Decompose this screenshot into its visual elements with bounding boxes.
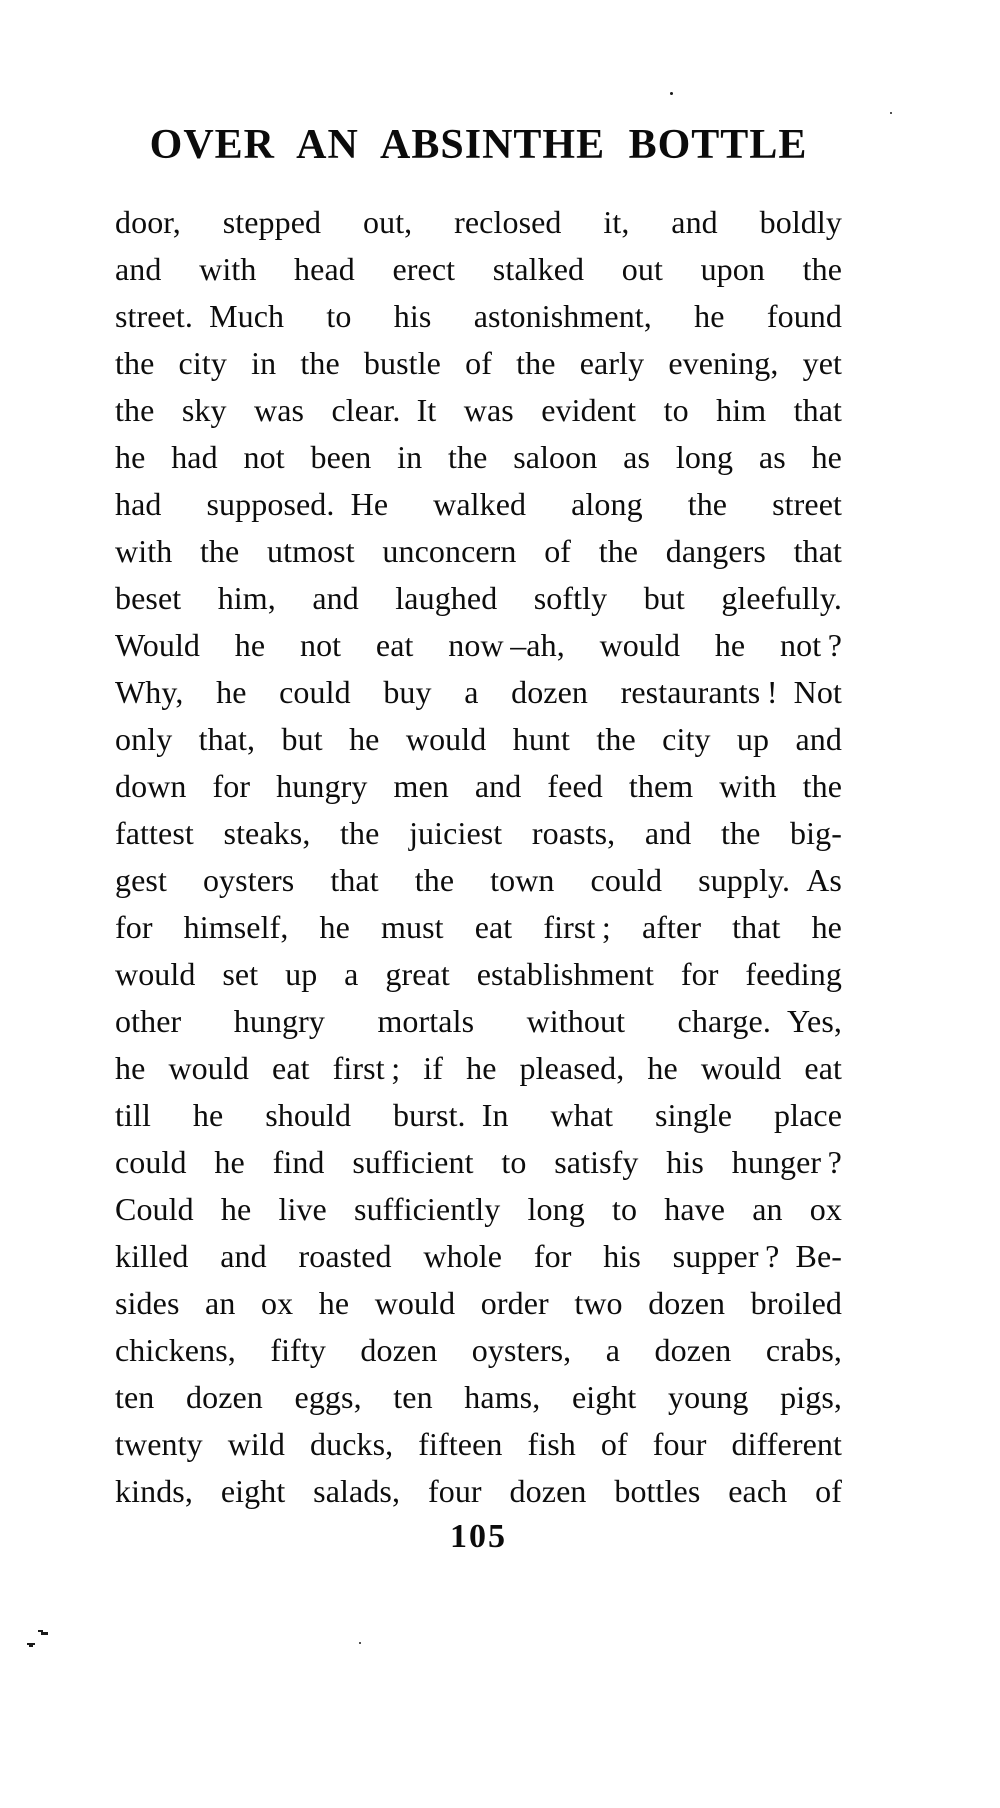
chapter-title: OVER AN ABSINTHE BOTTLE bbox=[149, 122, 808, 168]
body-text-line: Could he live sufficiently long to have an ox bbox=[115, 1191, 842, 1227]
body-text-line: twenty wild ducks, fifteen fish of four different bbox=[115, 1426, 842, 1462]
body-text-line: for himself, he must eat first ; after that he bbox=[115, 909, 842, 945]
body-text-line: chickens, fifty dozen oysters, a dozen crabs, bbox=[115, 1332, 842, 1368]
body-text-line: other hungry mortals without charge. Yes, bbox=[115, 1003, 842, 1039]
body-text-line: had supposed. He walked along the street bbox=[115, 486, 842, 522]
body-text-line: ten dozen eggs, ten hams, eight young pigs, bbox=[115, 1379, 842, 1415]
body-text-line: fattest steaks, the juiciest roasts, and the big- bbox=[115, 815, 842, 851]
body-text-line: beset him, and laughed softly but gleefully. bbox=[115, 580, 842, 616]
scan-speck bbox=[41, 1632, 48, 1635]
page-number: 105 bbox=[450, 1518, 507, 1555]
scan-speck bbox=[29, 1645, 33, 1647]
body-text bbox=[115, 199, 842, 1515]
body-text-line: the sky was clear. It was evident to him that bbox=[115, 392, 842, 428]
body-text-line: till he should burst. In what single place bbox=[115, 1097, 842, 1133]
body-text-line: he had not been in the saloon as long as he bbox=[115, 439, 842, 475]
body-text-line: killed and roasted whole for his supper ? Be- bbox=[115, 1238, 842, 1274]
scan-speck bbox=[359, 1642, 361, 1644]
body-text-line: and with head erect stalked out upon the bbox=[115, 251, 842, 287]
body-text-line: Why, he could buy a dozen restaurants ! Not bbox=[115, 674, 842, 710]
body-text-line: down for hungry men and feed them with the bbox=[115, 768, 842, 804]
body-text-line: could he find sufficient to satisfy his hunger ? bbox=[115, 1144, 842, 1180]
body-text-line: would set up a great establishment for feeding bbox=[115, 956, 842, 992]
scan-speck bbox=[670, 92, 673, 95]
body-text-line: door, stepped out, reclosed it, and boldly bbox=[115, 204, 842, 240]
body-text-line: street. Much to his astonishment, he found bbox=[115, 298, 842, 334]
body-text-line: gest oysters that the town could supply. As bbox=[115, 862, 842, 898]
body-text-line: Would he not eat now –ah, would he not ? bbox=[115, 627, 842, 663]
body-text-line: sides an ox he would order two dozen broiled bbox=[115, 1285, 842, 1321]
body-text-line: the city in the bustle of the early evening, yet bbox=[115, 345, 842, 381]
body-text-line: kinds, eight salads, four dozen bottles each of bbox=[115, 1473, 842, 1509]
body-text-line: he would eat first ; if he pleased, he would eat bbox=[115, 1050, 842, 1086]
body-text-line: with the utmost unconcern of the dangers that bbox=[115, 533, 842, 569]
scan-speck bbox=[890, 112, 892, 114]
body-text-line: only that, but he would hunt the city up and bbox=[115, 721, 842, 757]
